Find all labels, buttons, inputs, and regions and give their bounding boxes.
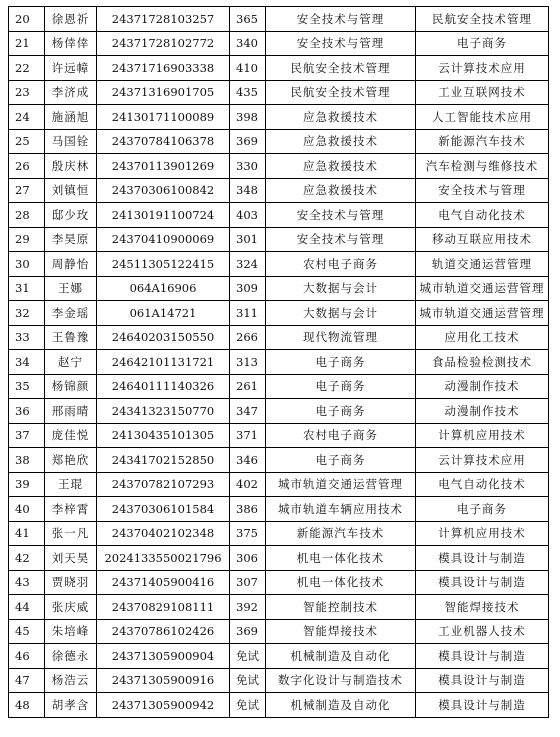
target-major-cell: 工业机器人技术 [416,619,549,644]
exam-id-cell: 24370402102348 [97,521,230,546]
student-name-cell: 庞佳悦 [45,423,97,448]
row-number-cell: 47 [9,668,45,693]
exam-id-cell: 061A14721 [97,301,230,326]
row-number-cell: 46 [9,644,45,669]
table-row [9,668,549,693]
score-cell: 369 [230,129,266,154]
exam-id-cell: 24370306101584 [97,497,230,522]
table-row [9,129,549,154]
table-row [9,374,549,399]
student-name-cell: 王琨 [45,472,97,497]
exam-id-cell: 24130191100724 [97,203,230,228]
table-body [9,7,549,718]
row-number-cell: 30 [9,252,45,277]
student-name-cell: 刘镇恒 [45,178,97,203]
row-number-cell: 42 [9,546,45,571]
original-major-cell: 应急救援技术 [266,178,416,203]
exam-id-cell: 24371728102772 [97,31,230,56]
score-cell: 330 [230,154,266,179]
exam-id-cell: 24370829108111 [97,595,230,620]
table-row [9,178,549,203]
table-row [9,472,549,497]
original-major-cell: 智能焊接技术 [266,619,416,644]
exam-id-cell: 24642101131721 [97,350,230,375]
exam-id-cell: 24371405900416 [97,570,230,595]
student-name-cell: 李昊原 [45,227,97,252]
exam-id-cell: 24371716903338 [97,56,230,81]
original-major-cell: 电子商务 [266,399,416,424]
score-cell: 375 [230,521,266,546]
original-major-cell: 城市轨道车辆应用技术 [266,497,416,522]
exam-id-cell: 24341323150770 [97,399,230,424]
score-cell: 348 [230,178,266,203]
student-name-cell: 赵宁 [45,350,97,375]
student-name-cell: 贾晓羽 [45,570,97,595]
original-major-cell: 安全技术与管理 [266,31,416,56]
target-major-cell: 人工智能技术应用 [416,105,549,130]
target-major-cell: 民航安全技术管理 [416,7,549,32]
exam-id-cell: 24640111140326 [97,374,230,399]
table-row [9,423,549,448]
row-number-cell: 22 [9,56,45,81]
score-cell: 免试 [230,668,266,693]
score-cell: 266 [230,325,266,350]
score-cell: 324 [230,252,266,277]
score-cell: 306 [230,546,266,571]
exam-id-cell: 24370786102426 [97,619,230,644]
target-major-cell: 安全技术与管理 [416,178,549,203]
row-number-cell: 32 [9,301,45,326]
original-major-cell: 现代物流管理 [266,325,416,350]
table-row [9,80,549,105]
score-cell: 309 [230,276,266,301]
table-row [9,154,549,179]
target-major-cell: 模具设计与制造 [416,546,549,571]
exam-id-cell: 24130435101305 [97,423,230,448]
table-row [9,497,549,522]
table-row [9,7,549,32]
target-major-cell: 模具设计与制造 [416,668,549,693]
target-major-cell: 模具设计与制造 [416,693,549,718]
student-name-cell: 李金瑶 [45,301,97,326]
table-row [9,227,549,252]
row-number-cell: 33 [9,325,45,350]
target-major-cell: 模具设计与制造 [416,570,549,595]
score-cell: 307 [230,570,266,595]
student-name-cell: 许远幛 [45,56,97,81]
student-name-cell: 邢雨晴 [45,399,97,424]
table-row [9,693,549,718]
row-number-cell: 40 [9,497,45,522]
original-major-cell: 农村电子商务 [266,423,416,448]
score-cell: 371 [230,423,266,448]
table-row [9,325,549,350]
exam-id-cell: 24370410900069 [97,227,230,252]
student-name-cell: 杨浩云 [45,668,97,693]
row-number-cell: 48 [9,693,45,718]
score-cell: 311 [230,301,266,326]
student-name-cell: 朱培峰 [45,619,97,644]
target-major-cell: 动漫制作技术 [416,374,549,399]
score-cell: 369 [230,619,266,644]
student-name-cell: 邸少玫 [45,203,97,228]
exam-id-cell: 24371316901705 [97,80,230,105]
student-name-cell: 施涵旭 [45,105,97,130]
exam-id-cell: 24370306100842 [97,178,230,203]
row-number-cell: 29 [9,227,45,252]
table-row [9,301,549,326]
score-cell: 392 [230,595,266,620]
row-number-cell: 20 [9,7,45,32]
original-major-cell: 机电一体化技术 [266,546,416,571]
exam-id-cell: 24341702152850 [97,448,230,473]
score-cell: 410 [230,56,266,81]
student-name-cell: 徐恩祈 [45,7,97,32]
exam-id-cell: 24130171100089 [97,105,230,130]
score-cell: 403 [230,203,266,228]
target-major-cell: 应用化工技术 [416,325,549,350]
row-number-cell: 44 [9,595,45,620]
row-number-cell: 21 [9,31,45,56]
original-major-cell: 机械制造及自动化 [266,644,416,669]
table-row [9,105,549,130]
exam-id-cell: 064A16906 [97,276,230,301]
target-major-cell: 模具设计与制造 [416,644,549,669]
original-major-cell: 安全技术与管理 [266,7,416,32]
score-cell: 301 [230,227,266,252]
score-cell: 386 [230,497,266,522]
student-name-cell: 张庆威 [45,595,97,620]
table-row [9,570,549,595]
original-major-cell: 安全技术与管理 [266,227,416,252]
exam-id-cell: 24640203150550 [97,325,230,350]
target-major-cell: 食品检验检测技术 [416,350,549,375]
target-major-cell: 电子商务 [416,31,549,56]
student-name-cell: 殷庆林 [45,154,97,179]
original-major-cell: 电子商务 [266,350,416,375]
exam-id-cell: 24511305122415 [97,252,230,277]
exam-id-cell: 24371305900904 [97,644,230,669]
table-row [9,595,549,620]
student-name-cell: 李济成 [45,80,97,105]
exam-id-cell: 24371305900942 [97,693,230,718]
score-cell: 免试 [230,644,266,669]
row-number-cell: 35 [9,374,45,399]
target-major-cell: 城市轨道交通运营管理 [416,301,549,326]
score-cell: 261 [230,374,266,399]
target-major-cell: 工业互联网技术 [416,80,549,105]
exam-id-cell: 24370782107293 [97,472,230,497]
target-major-cell: 动漫制作技术 [416,399,549,424]
student-name-cell: 刘天昊 [45,546,97,571]
student-name-cell: 徐德永 [45,644,97,669]
target-major-cell: 计算机应用技术 [416,423,549,448]
row-number-cell: 25 [9,129,45,154]
row-number-cell: 39 [9,472,45,497]
original-major-cell: 民航安全技术管理 [266,56,416,81]
student-name-cell: 李梓霄 [45,497,97,522]
original-major-cell: 安全技术与管理 [266,203,416,228]
target-major-cell: 移动互联应用技术 [416,227,549,252]
original-major-cell: 农村电子商务 [266,252,416,277]
target-major-cell: 云计算技术应用 [416,56,549,81]
score-cell: 402 [230,472,266,497]
target-major-cell: 电子商务 [416,497,549,522]
original-major-cell: 电子商务 [266,448,416,473]
table-row [9,276,549,301]
target-major-cell: 电气自动化技术 [416,203,549,228]
original-major-cell: 新能源汽车技术 [266,521,416,546]
target-major-cell: 智能焊接技术 [416,595,549,620]
table-row [9,252,549,277]
row-number-cell: 38 [9,448,45,473]
exam-id-cell: 24371728103257 [97,7,230,32]
original-major-cell: 大数据与会计 [266,301,416,326]
table-row [9,56,549,81]
exam-id-cell: 2024133550021796 [97,546,230,571]
target-major-cell: 城市轨道交通运营管理 [416,276,549,301]
transfer-list-table [8,6,549,718]
score-cell: 398 [230,105,266,130]
score-cell: 340 [230,31,266,56]
original-major-cell: 智能控制技术 [266,595,416,620]
target-major-cell: 新能源汽车技术 [416,129,549,154]
score-cell: 347 [230,399,266,424]
student-name-cell: 马国铨 [45,129,97,154]
target-major-cell: 汽车检测与维修技术 [416,154,549,179]
score-cell: 313 [230,350,266,375]
student-name-cell: 王鲁豫 [45,325,97,350]
target-major-cell: 云计算技术应用 [416,448,549,473]
student-name-cell: 郑艳欣 [45,448,97,473]
table-row [9,546,549,571]
row-number-cell: 27 [9,178,45,203]
original-major-cell: 数字化设计与制造技术 [266,668,416,693]
row-number-cell: 31 [9,276,45,301]
table-row [9,350,549,375]
table-row [9,619,549,644]
original-major-cell: 机电一体化技术 [266,570,416,595]
row-number-cell: 34 [9,350,45,375]
score-cell: 346 [230,448,266,473]
exam-id-cell: 24370113901269 [97,154,230,179]
original-major-cell: 民航安全技术管理 [266,80,416,105]
row-number-cell: 26 [9,154,45,179]
row-number-cell: 43 [9,570,45,595]
original-major-cell: 应急救援技术 [266,105,416,130]
row-number-cell: 41 [9,521,45,546]
table-row [9,203,549,228]
transfer-list-sheet [8,6,549,718]
table-row [9,448,549,473]
table-row [9,399,549,424]
row-number-cell: 36 [9,399,45,424]
original-major-cell: 电子商务 [266,374,416,399]
row-number-cell: 37 [9,423,45,448]
row-number-cell: 24 [9,105,45,130]
student-name-cell: 杨锦颜 [45,374,97,399]
row-number-cell: 23 [9,80,45,105]
score-cell: 365 [230,7,266,32]
target-major-cell: 轨道交通运营管理 [416,252,549,277]
table-row [9,31,549,56]
original-major-cell: 应急救援技术 [266,154,416,179]
exam-id-cell: 24371305900916 [97,668,230,693]
original-major-cell: 机械制造及自动化 [266,693,416,718]
table-row [9,521,549,546]
score-cell: 免试 [230,693,266,718]
row-number-cell: 45 [9,619,45,644]
student-name-cell: 杨倖倖 [45,31,97,56]
exam-id-cell: 24370784106378 [97,129,230,154]
student-name-cell: 王娜 [45,276,97,301]
student-name-cell: 周静怡 [45,252,97,277]
original-major-cell: 大数据与会计 [266,276,416,301]
target-major-cell: 计算机应用技术 [416,521,549,546]
student-name-cell: 张一凡 [45,521,97,546]
table-row [9,644,549,669]
target-major-cell: 电气自动化技术 [416,472,549,497]
original-major-cell: 应急救援技术 [266,129,416,154]
score-cell: 435 [230,80,266,105]
original-major-cell: 城市轨道交通运营管理 [266,472,416,497]
row-number-cell: 28 [9,203,45,228]
student-name-cell: 胡孝含 [45,693,97,718]
